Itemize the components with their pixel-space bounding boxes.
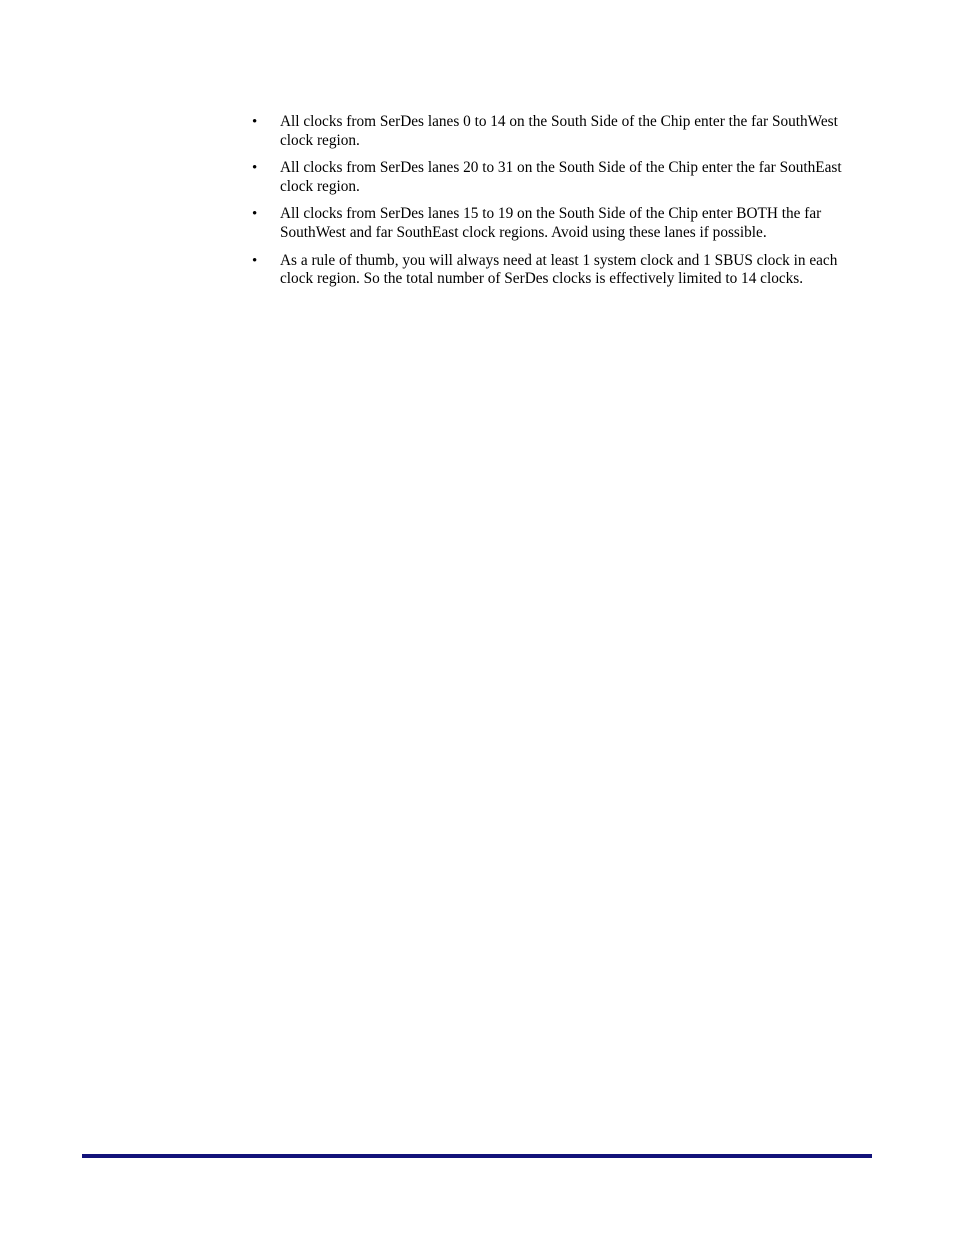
bullet-item-shared-lanes	[252, 205, 872, 242]
bullet-marker: •	[252, 160, 258, 177]
bullet-text: All clocks from SerDes lanes 20 to 31 on the South Side of the Chip enter the far SouthEast clock region.	[280, 159, 842, 195]
bullet-text: All clocks from SerDes lanes 0 to 14 on the South Side of the Chip enter the far SouthWest clock region.	[280, 113, 838, 149]
bullet-item-southwest-lanes	[252, 113, 872, 150]
bullet-marker: •	[252, 114, 258, 130]
bullet-marker: •	[252, 206, 258, 223]
footer-divider	[82, 1154, 872, 1158]
bullet-text: All clocks from SerDes lanes 15 to 19 on the South Side of the Chip enter BOTH the far SouthWest and far SouthEast clock regions. Avoid using these lanes if possible.	[280, 205, 822, 241]
bullet-text: As a rule of thumb, you will always need at least 1 system clock and 1 SBUS clock in each clock region. So the total number of SerDes clocks is effectively limited to 14 clocks.	[280, 251, 838, 288]
bullet-item-rule-of-thumb	[252, 252, 872, 289]
bullet-item-southeast-lanes	[252, 159, 872, 196]
bullet-list	[252, 113, 872, 298]
bullet-marker: •	[252, 252, 258, 269]
